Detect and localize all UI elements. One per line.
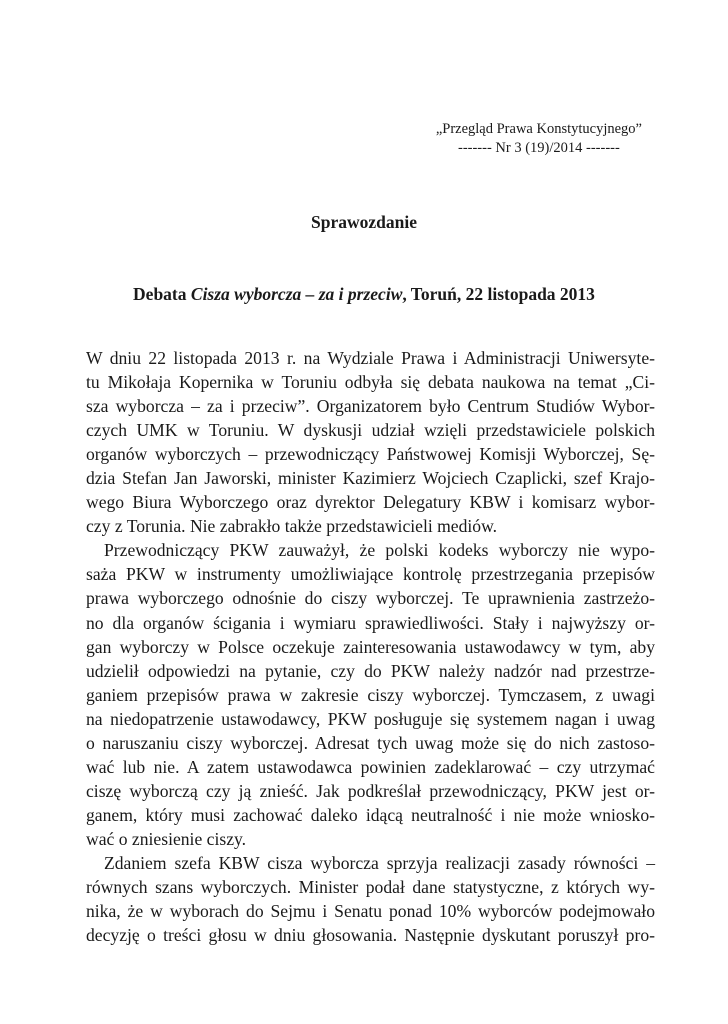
text-line: wać o zniesienie ciszy. xyxy=(86,828,247,849)
text-line: Zdaniem szefa KBW cisza wyborcza sprzyja realizacji zasady równości – xyxy=(104,852,655,873)
text-line: o naruszaniu ciszy wyborczej. Adresat tych uwag może się do nich zastoso- xyxy=(86,732,655,753)
subtitle-suffix: , Toruń, 22 listopada 2013 xyxy=(402,284,595,304)
subtitle-prefix: Debata xyxy=(133,284,191,304)
text-line: czy z Torunia. Nie zabrakło także przedstawicieli mediów. xyxy=(86,516,498,537)
text-line: na niedopatrzenie ustawodawcy, PKW posługuje się systemem nagan i uwag xyxy=(86,708,655,729)
text-line: no dla organów ścigania i wymiaru sprawiedliwości. Stały i najwyższy or- xyxy=(86,612,655,633)
text-line: organów wyborczych – przewodniczący Państwowej Komisji Wyborczej, Sę- xyxy=(86,444,655,465)
text-line: wego Biura Wyborczego oraz dyrektor Delegatury KBW i komisarz wybor- xyxy=(86,492,655,513)
paragraph xyxy=(86,346,655,538)
document-subtitle xyxy=(0,284,728,305)
text-line: czych UMK w Toruniu. W dyskusji udział wzięli przedstawiciele polskich xyxy=(86,420,655,441)
text-line: dzia Stefan Jan Jaworski, minister Kazimierz Wojciech Czaplicki, szef Krajo- xyxy=(86,468,655,489)
text-line: prawa wyborczego odnośnie do ciszy wyborczej. Te uprawnienia zastrzeżo- xyxy=(86,588,655,609)
text-line: tu Mikołaja Kopernika w Toruniu odbyła się debata naukowa na temat „Ci- xyxy=(86,372,655,393)
text-line: równych szans wyborczych. Minister podał dane statystyczne, z których wy- xyxy=(86,877,655,898)
journal-issue: ------- Nr 3 (19)/2014 ------- xyxy=(457,140,620,156)
text-line: decyzję o treści głosu w dniu głosowania. Następnie dyskutant poruszył pro- xyxy=(86,925,655,946)
body-text xyxy=(86,346,655,947)
journal-name: „Przegląd Prawa Konstytucyjnego” xyxy=(435,121,642,137)
text-line: wać lub nie. A zatem ustawodawca powinien zadeklarować – czy utrzymać xyxy=(86,756,655,777)
journal-header xyxy=(436,120,642,158)
paragraph xyxy=(86,538,655,851)
text-line: ciszę wyborczą czy ją znieść. Jak podkreślał przewodniczący, PKW jest or- xyxy=(86,780,655,801)
text-line: W dniu 22 listopada 2013 r. na Wydziale Prawa i Administracji Uniwersyte- xyxy=(86,348,655,368)
text-line: Przewodniczący PKW zauważył, że polski kodeks wyborczy nie wypo- xyxy=(104,540,655,561)
text-line: ganem, który musi zachować daleko idącą neutralność i nie może wniosko- xyxy=(86,804,655,825)
text-line: udzielił odpowiedzi na pytanie, czy do PKW należy nadzór nad przestrze- xyxy=(86,660,655,681)
document-title: Sprawozdanie xyxy=(311,212,417,232)
paragraph xyxy=(86,851,655,947)
subtitle-italic: Cisza wyborcza – za i przeciw xyxy=(190,284,403,304)
text-line: saża PKW w instrumenty umożliwiające kontrolę przestrzegania przepisów xyxy=(86,564,655,585)
text-line: ganiem przepisów prawa w zakresie ciszy wyborczej. Tymczasem, z uwagi xyxy=(86,684,655,705)
text-line: nika, że w wyborach do Sejmu i Senatu ponad 10% wyborców podejmowało xyxy=(86,901,655,922)
text-line: sza wyborcza – za i przeciw”. Organizatorem było Centrum Studiów Wybor- xyxy=(86,396,655,417)
text-line: gan wyborczy w Polsce oczekuje zainteresowania ustawodawcy w tym, aby xyxy=(86,636,655,657)
